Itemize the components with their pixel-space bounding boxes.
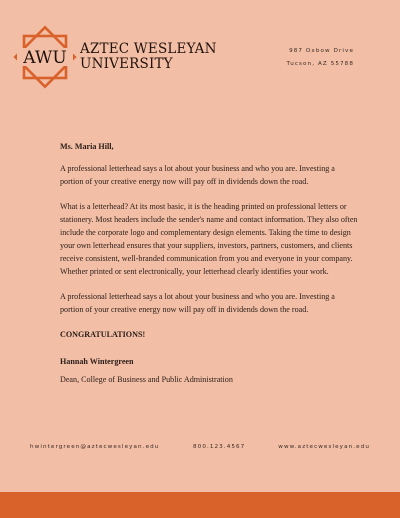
letterhead-footer — [30, 444, 370, 456]
address-street: 987 Oxbow Drive — [289, 48, 354, 54]
footer-email: hwintergreen@aztecwesleyan.edu — [30, 444, 160, 450]
university-name-line2: UNIVERSITY — [80, 56, 173, 72]
signer-name: Hannah Wintergreen — [60, 357, 134, 366]
university-name — [80, 42, 217, 72]
bottom-accent-bar — [0, 492, 400, 518]
closing: CONGRATULATIONS! — [60, 330, 146, 339]
letter-body — [60, 140, 360, 386]
body-paragraph-1: A professional letterhead says a lot about your business and who you are. Investing a portion of your creative energy now will pay off in dividends down the road. — [60, 164, 335, 186]
letterhead-header — [0, 0, 400, 110]
logo-text: AWU — [23, 48, 67, 68]
body-paragraph-2: What is a letterhead? At its most basic, it is the heading printed on professional letters or stationery. Most headers include the sender's name and contact information. They also often include the corporate logo and complementary design elements. Taking the time to design your own letterhead ensures that your suppliers, investors, partners, customers, and clients receive consistent, well-branded communication from you and everyone in your company. Whether printed or sent electronically, your letterhead clearly identifies your work. — [60, 202, 358, 276]
university-name-line1: AZTEC WESLEYAN — [80, 41, 217, 57]
university-address — [287, 45, 354, 71]
footer-website: www.aztecwesleyan.edu — [278, 444, 370, 450]
body-paragraph-3: A professional letterhead says a lot about your business and who you are. Investing a portion of your creative energy now will pay off in dividends down the road. — [60, 292, 335, 314]
logo-emblem — [10, 22, 80, 92]
footer-phone: 800.123.4567 — [193, 444, 246, 450]
salutation: Ms. Maria Hill, — [60, 142, 114, 151]
address-city: Tucson, AZ 55788 — [286, 61, 354, 67]
university-logo — [10, 22, 80, 92]
signer-title: Dean, College of Business and Public Administration — [60, 375, 233, 384]
